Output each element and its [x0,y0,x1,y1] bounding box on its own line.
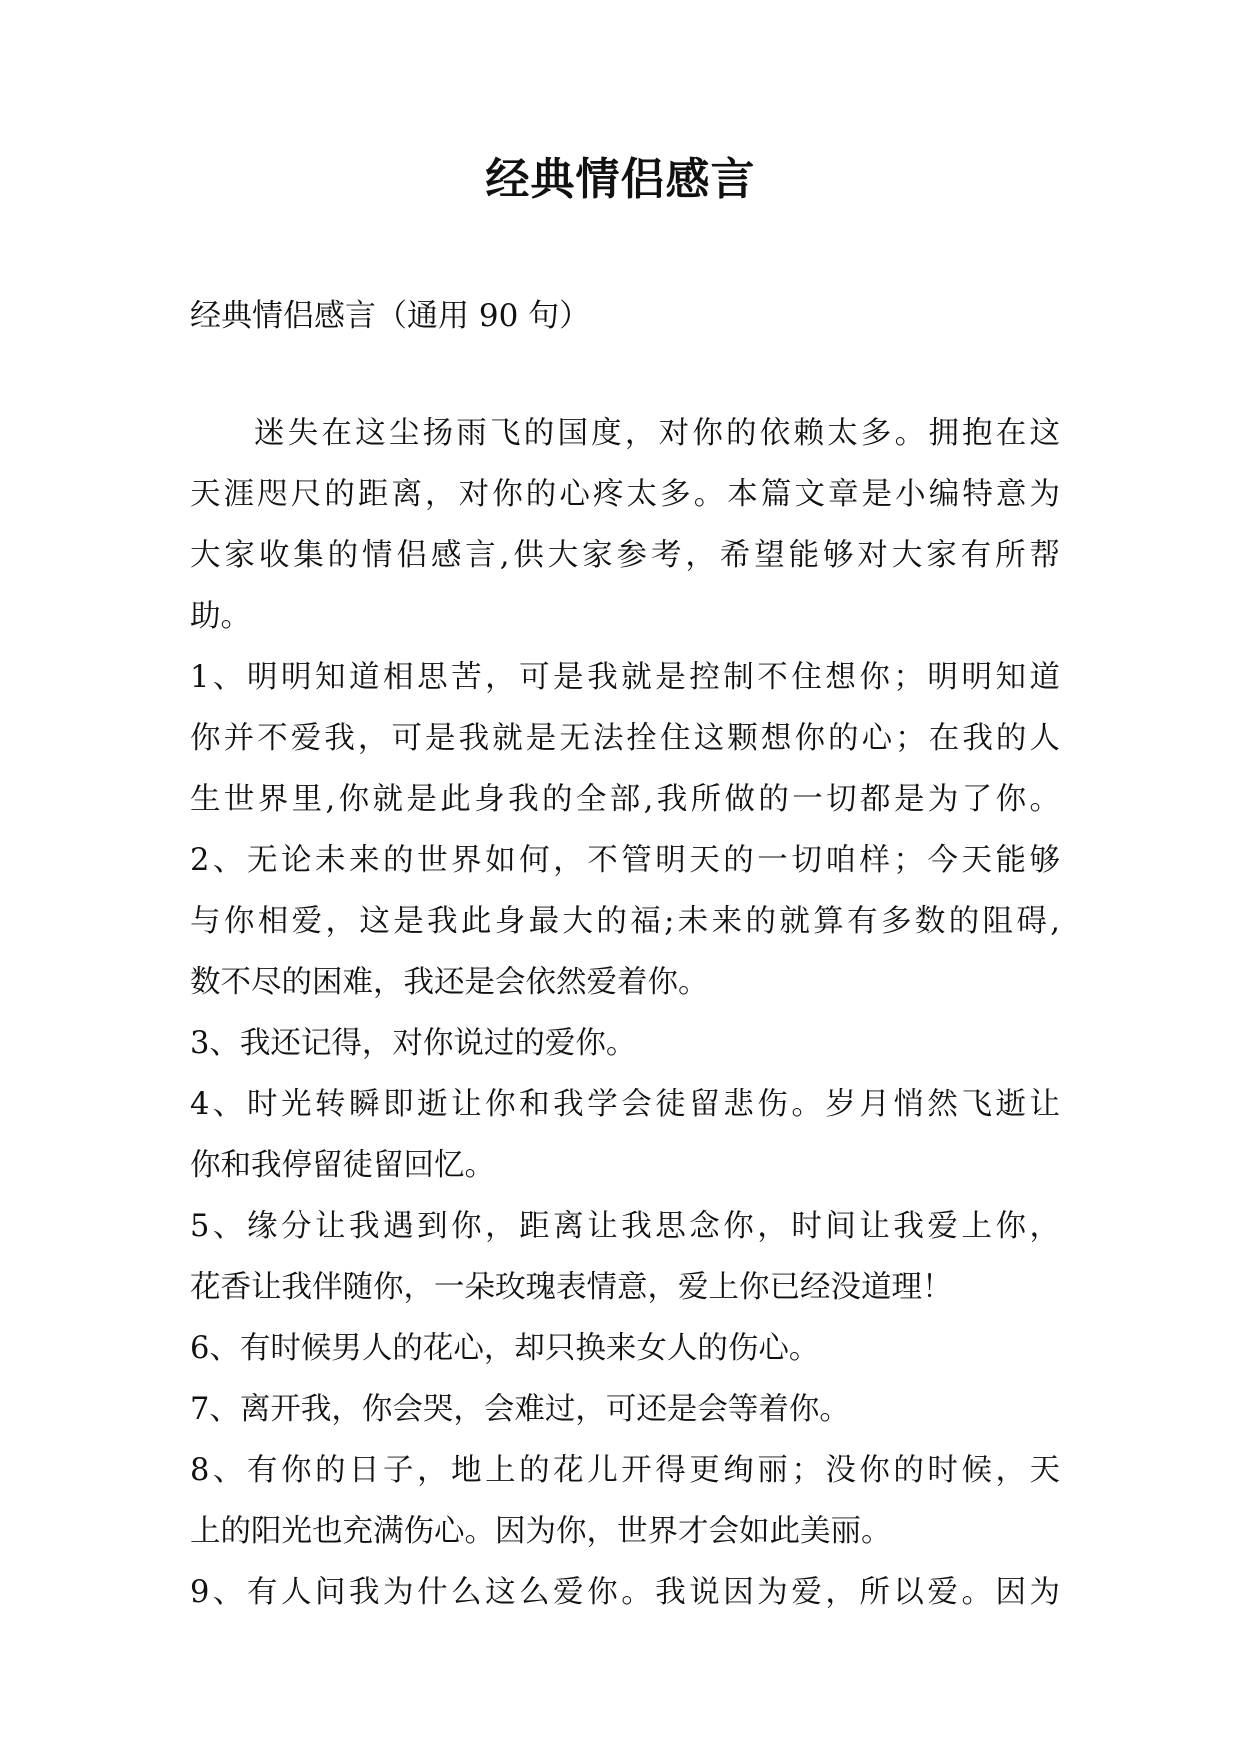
body-line: 花香让我伴随你，一朵玫瑰表情意，爱上你已经没道理！ [190,1270,953,1305]
document-subtitle: 经典情侣感言（通用 90 句） [190,298,591,334]
body-line: 5、缘分让我遇到你，距离让我思念你，时间让我爱上你， [190,1209,1060,1244]
body-line: 2、无论未来的世界如何，不管明天的一切咱样；今天能够 [190,843,1060,878]
body-line: 9、有人问我为什么这么爱你。我说因为爱，所以爱。因为 [190,1575,1060,1610]
body-line: 与你相爱，这是我此身最大的福;未来的就算有多数的阻碍, [190,904,1060,939]
body-line: 上的阳光也充满伤心。因为你，世界才会如此美丽。 [190,1514,892,1549]
body-line: 生世界里,你就是此身我的全部,我所做的一切都是为了你。 [190,782,1060,817]
body-line: 4、时光转瞬即逝让你和我学会徒留悲伤。岁月悄然飞逝让 [190,1087,1060,1122]
body-line: 数不尽的困难，我还是会依然爱着你。 [190,965,709,1000]
document-body [190,403,1060,1623]
body-line: 助。 [190,599,251,634]
body-line: 3、我还记得，对你说过的爱你。 [190,1026,637,1061]
body-line: 1、明明知道相思苦，可是我就是控制不住想你；明明知道 [190,660,1060,695]
body-line: 迷失在这尘扬雨飞的国度，对你的依赖太多。拥抱在这 [254,416,1060,451]
body-line: 大家收集的情侣感言,供大家参考，希望能够对大家有所帮 [190,538,1060,573]
body-line: 你和我停留徒留回忆。 [190,1148,495,1183]
body-line: 6、有时候男人的花心，却只换来女人的伤心。 [190,1331,820,1366]
document-title: 经典情侣感言 [485,154,756,205]
body-line: 你并不爱我，可是我就是无法拴住这颗想你的心；在我的人 [190,721,1060,756]
body-line: 7、离开我，你会哭，会难过，可还是会等着你。 [190,1392,850,1427]
body-line: 8、有你的日子，地上的花儿开得更绚丽；没你的时候，天 [190,1453,1060,1488]
body-line: 天涯咫尺的距离，对你的心疼太多。本篇文章是小编特意为 [190,477,1060,512]
